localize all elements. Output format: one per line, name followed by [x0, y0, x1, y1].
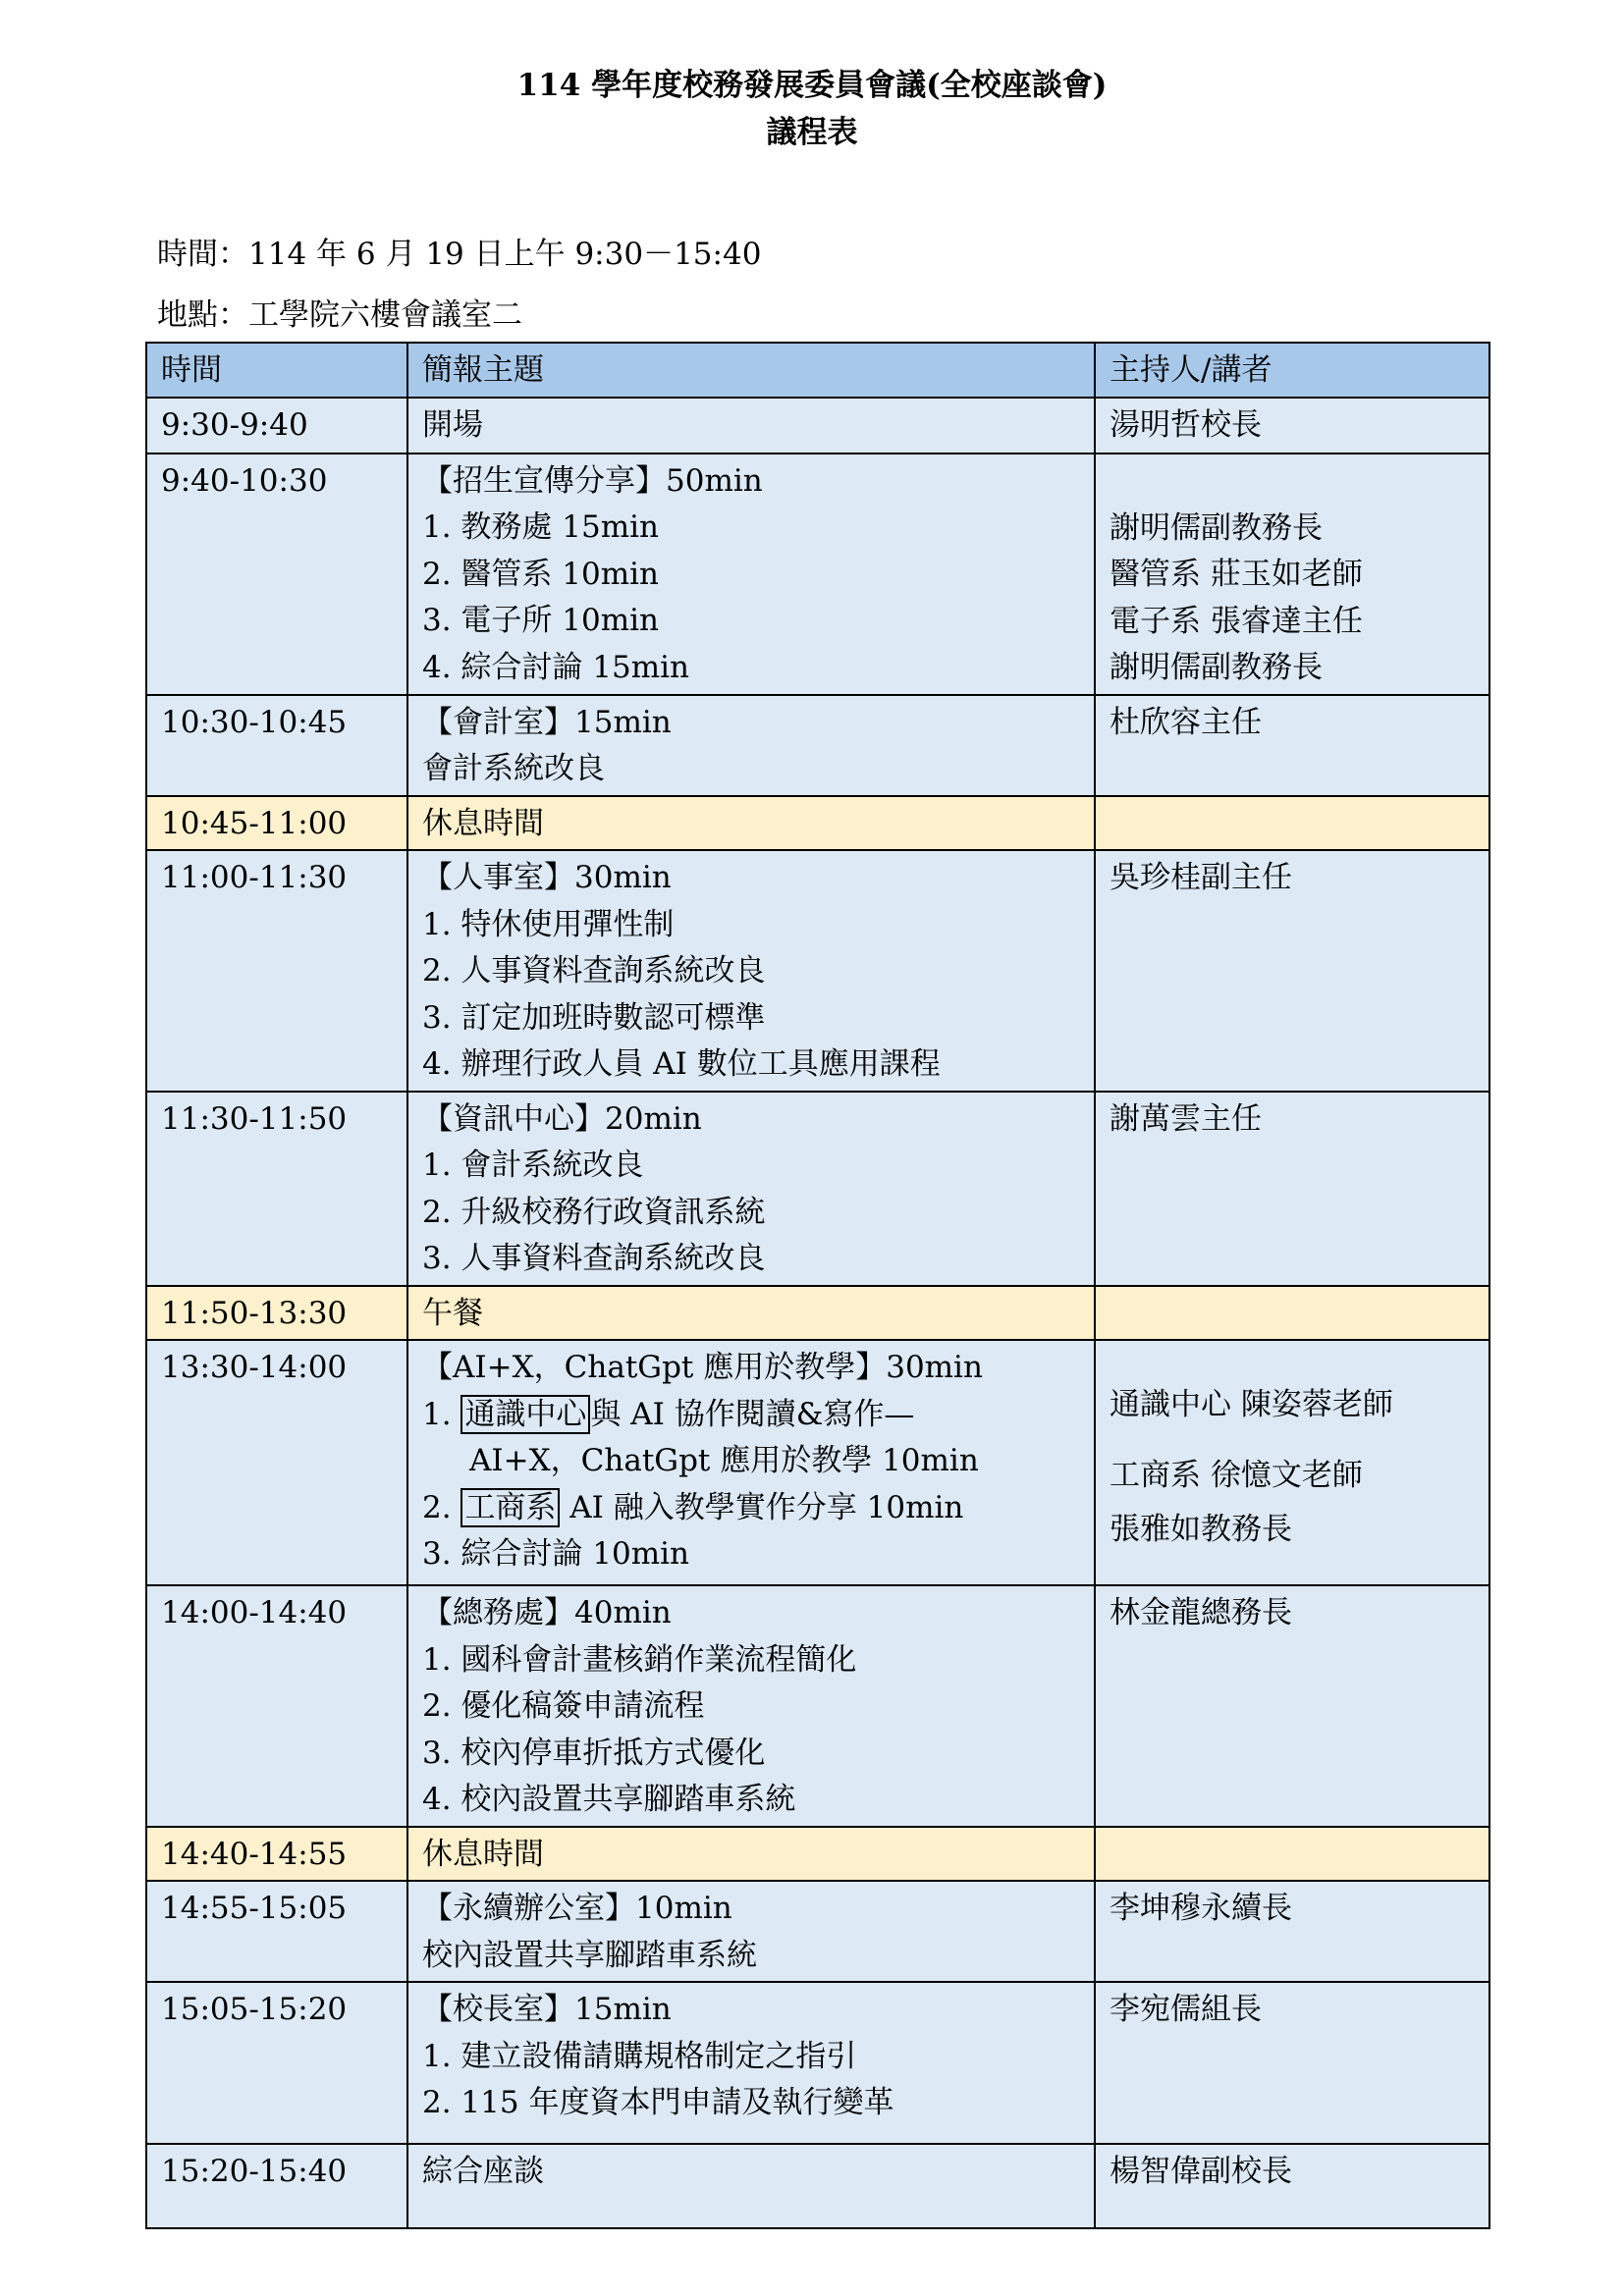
- speaker: 林金龍總務長: [1110, 1595, 1292, 1630]
- row-topic: [407, 1881, 1095, 1982]
- item-number: 2.: [422, 1489, 461, 1525]
- table-row: [146, 2144, 1489, 2228]
- header-topic: 簡報主題: [407, 343, 1095, 398]
- topic-line: 休息時間: [422, 1836, 544, 1872]
- item-text: AI 融入教學實作分享 10min: [560, 1489, 964, 1525]
- speaker: 吳珍桂副主任: [1110, 860, 1292, 895]
- speaker: 張雅如教務長: [1110, 1512, 1292, 1547]
- table-row: [146, 1982, 1489, 2144]
- item-number: 1.: [422, 1396, 461, 1432]
- break-row: [146, 1827, 1489, 1882]
- row-host: [1095, 2144, 1489, 2228]
- topic-line: [422, 1485, 1080, 1532]
- topic-line: 【AI+X，ChatGpt 應用於教學】30min: [422, 1350, 983, 1385]
- speaker: 謝明儒副教務長: [1110, 509, 1323, 546]
- row-topic: [407, 1340, 1095, 1585]
- row-topic: [407, 398, 1095, 454]
- topic-line: 4. 綜合討論 15min: [422, 649, 690, 685]
- row-topic: [407, 695, 1095, 796]
- topic-line: 2. 優化稿簽申請流程: [422, 1688, 705, 1724]
- topic-line: 【資訊中心】20min: [422, 1100, 702, 1137]
- row-host: [1095, 398, 1489, 454]
- row-topic: [407, 796, 1095, 851]
- topic-line: 2. 醫管系 10min: [422, 556, 660, 592]
- document-title: 114 學年度校務發展委員會議(全校座談會): [516, 68, 1108, 103]
- row-topic: [407, 2144, 1095, 2228]
- topic-line: 1. 國科會計畫核銷作業流程簡化: [422, 1641, 857, 1678]
- speaker: 李宛儒組長: [1110, 1992, 1262, 2027]
- topic-line: 會計系統改良: [422, 751, 605, 786]
- speaker: 湯明哲校長: [1110, 406, 1262, 443]
- header-host: 主持人/講者: [1095, 343, 1489, 398]
- row-time: 11:30-11:50: [146, 1092, 407, 1286]
- speaker: 謝明儒副教務長: [1110, 650, 1323, 685]
- row-time: 13:30-14:00: [146, 1340, 407, 1585]
- topic-line: 3. 訂定加班時數認可標準: [422, 999, 766, 1036]
- row-topic: [407, 1827, 1095, 1882]
- topic-line: 休息時間: [422, 805, 544, 841]
- table-row: [146, 850, 1489, 1092]
- topic-line: 【校長室】15min: [422, 1992, 672, 2027]
- table-row: [146, 454, 1489, 695]
- topic-line: 2. 115 年度資本門申請及執行變革: [422, 2085, 894, 2120]
- row-topic: [407, 454, 1095, 695]
- break-row: [146, 796, 1489, 851]
- topic-line: 3. 校內停車折抵方式優化: [422, 1735, 766, 1771]
- speaker: 李坤穆永續長: [1110, 1891, 1292, 1926]
- topic-line: 【總務處】40min: [422, 1595, 672, 1630]
- topic-line: 【永續辦公室】10min: [422, 1891, 732, 1926]
- speaker: 通識中心 陳姿蓉老師: [1110, 1387, 1393, 1422]
- item-text: 與 AI 協作閱讀&寫作—: [590, 1396, 915, 1432]
- row-host: [1095, 695, 1489, 796]
- topic-line: 綜合座談: [422, 2154, 544, 2189]
- row-host: [1095, 1827, 1489, 1882]
- speaker: 楊智偉副校長: [1110, 2154, 1292, 2189]
- topic-line: 1. 建立設備請購規格制定之指引: [422, 2038, 857, 2074]
- table-row: [146, 1340, 1489, 1585]
- document-subtitle: 議程表: [766, 115, 858, 150]
- row-host: [1095, 1881, 1489, 1982]
- agenda-table: [145, 342, 1490, 2229]
- row-time: 14:00-14:40: [146, 1585, 407, 1827]
- row-host: [1095, 1585, 1489, 1827]
- row-host: [1095, 1092, 1489, 1286]
- row-host: [1095, 1982, 1489, 2144]
- row-time: 9:30-9:40: [146, 398, 407, 454]
- topic-line: 2. 升級校務行政資訊系統: [422, 1194, 766, 1230]
- meeting-time: 時間：114 年 6 月 19 日上午 9:30－15:40: [157, 237, 762, 272]
- topic-line: 3. 綜合討論 10min: [422, 1536, 690, 1572]
- topic-line: 開場: [422, 406, 483, 443]
- topic-line: 4. 校內設置共享腳踏車系統: [422, 1782, 796, 1817]
- row-time: 15:05-15:20: [146, 1982, 407, 2144]
- row-time: 9:40-10:30: [146, 454, 407, 695]
- table-row: [146, 695, 1489, 796]
- row-time: 11:00-11:30: [146, 850, 407, 1092]
- row-host: [1095, 1286, 1489, 1341]
- row-topic: [407, 1982, 1095, 2144]
- row-time: 14:40-14:55: [146, 1827, 407, 1882]
- topic-line: 3. 人事資料查詢系統改良: [422, 1241, 766, 1276]
- topic-line: 午餐: [422, 1295, 483, 1331]
- row-time: 11:50-13:30: [146, 1286, 407, 1341]
- header-time: 時間: [146, 343, 407, 398]
- row-host: [1095, 454, 1489, 695]
- header-row: [146, 343, 1489, 398]
- row-topic: [407, 850, 1095, 1092]
- topic-line: 2. 人事資料查詢系統改良: [422, 953, 766, 988]
- boxed-label: 通識中心: [460, 1395, 590, 1434]
- table-row: [146, 1585, 1489, 1827]
- topic-line: 【招生宣傳分享】50min: [422, 462, 763, 499]
- speaker: 醫管系 莊玉如老師: [1110, 557, 1363, 592]
- topic-line: [422, 1392, 1080, 1439]
- topic-line: 3. 電子所 10min: [422, 603, 660, 638]
- speaker: 電子系 張睿達主任: [1110, 603, 1363, 639]
- topic-line: 1. 會計系統改良: [422, 1148, 644, 1183]
- topic-line: 4. 辦理行政人員 AI 數位工具應用課程: [422, 1046, 941, 1082]
- row-host: [1095, 796, 1489, 851]
- meeting-place: 地點：工學院六樓會議室二: [157, 297, 522, 333]
- table-row: [146, 1092, 1489, 1286]
- speaker: 謝萬雲主任: [1110, 1100, 1262, 1137]
- row-time: 14:55-15:05: [146, 1881, 407, 1982]
- speaker: 杜欣容主任: [1110, 704, 1262, 740]
- table-row: [146, 1881, 1489, 1982]
- topic-line: 【人事室】30min: [422, 860, 672, 895]
- row-topic: [407, 1585, 1095, 1827]
- topic-line: 1. 特休使用彈性制: [422, 906, 675, 942]
- row-time: 10:30-10:45: [146, 695, 407, 796]
- topic-line-continued: AI+X，ChatGpt 應用於教學 10min: [469, 1443, 979, 1478]
- row-host: [1095, 850, 1489, 1092]
- speaker: 工商系 徐憶文老師: [1110, 1457, 1363, 1493]
- table-row: [146, 398, 1489, 454]
- row-time: 10:45-11:00: [146, 796, 407, 851]
- topic-line: 校內設置共享腳踏車系統: [422, 1937, 757, 1973]
- row-host: [1095, 1340, 1489, 1585]
- topic-line: 1. 教務處 15min: [422, 509, 660, 545]
- topic-line: 【會計室】15min: [422, 704, 672, 740]
- boxed-label: 工商系: [460, 1488, 560, 1527]
- row-topic: [407, 1286, 1095, 1341]
- break-row: [146, 1286, 1489, 1341]
- row-topic: [407, 1092, 1095, 1286]
- row-time: 15:20-15:40: [146, 2144, 407, 2228]
